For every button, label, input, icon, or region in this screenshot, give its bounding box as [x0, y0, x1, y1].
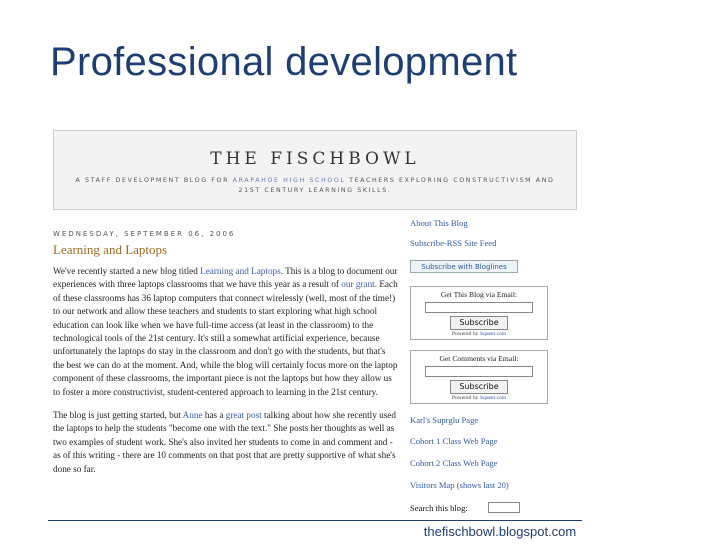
sidebar-link-rss[interactable]: Subscribe-RSS Site Feed: [410, 238, 497, 248]
p2-text-a: The blog is just getting started, but: [53, 410, 183, 421]
sidebar-link-cohort2[interactable]: Cohort 2 Class Web Page: [410, 458, 498, 468]
p1-text-a: We've recently started a new blog titled: [53, 266, 201, 276]
comments-powered-by-text: Powered by: [451, 395, 480, 401]
bottom-rule: [48, 520, 582, 521]
blog-description: [75, 176, 555, 196]
slide-title: Professional development: [50, 40, 518, 84]
sidebar-link-cohort1[interactable]: Cohort 1 Class Web Page: [410, 436, 498, 446]
sidebar-link-about[interactable]: About This Blog: [410, 218, 468, 228]
email-subscribe-box: [410, 286, 548, 340]
post-paragraph-1: [53, 265, 398, 399]
comments-subscribe-box: [410, 350, 548, 404]
comments-powered-by: [411, 395, 547, 401]
comments-subscribe-button[interactable]: Subscribe: [450, 380, 507, 394]
visitors-sub: (shows last 20): [454, 480, 509, 490]
email-input[interactable]: [425, 302, 533, 313]
email-box-label: Get This Blog via Email:: [440, 290, 518, 299]
slide-caption: thefischbowl.blogspot.com: [415, 522, 585, 542]
squeet-link[interactable]: Squeet.com: [479, 331, 507, 337]
p2-text-b: has a: [202, 410, 226, 421]
p1-text-b: . This is a blog to document our experiences with three laptops classrooms that we have this year as a result of: [53, 266, 398, 290]
search-input[interactable]: [488, 502, 520, 513]
blog-name[interactable]: THE FISCHBOWL: [210, 149, 420, 169]
comments-box-label: Get Comments via Email:: [439, 354, 519, 363]
blog-desc-pre: A STAFF DEVELOPMENT BLOG FOR: [75, 177, 233, 184]
post-paragraph-2: [53, 409, 398, 476]
link-anne[interactable]: Anne: [182, 410, 203, 421]
p2-text-c: talking about how she recently used the laptops to help the students "become one with the text." She posts her thoughts as well as two examples of student work. She's also invited her students to come in and comment and - as of this writing - there are 10 comments on that post that are pretty supportive of what she's done so far.: [53, 410, 396, 474]
email-subscribe-button[interactable]: Subscribe: [450, 316, 507, 330]
blog-header: [53, 130, 577, 210]
powered-by-text: Powered by: [451, 331, 480, 337]
sidebar-link-suprglu[interactable]: Karl's Suprglu Page: [410, 415, 479, 425]
p1-text-c: . Each of these classrooms has 36 laptop computers that connect wirelessly (well, most of the time!) to our network and allow these teachers and students to start exploring what high school education can look like when we have full-time access (at least in the classroom) to the technological tools of the 21st century. It's still a somewhat artificial experience, because unfortunately the laptops do stay in the classroom and don't go with the students, but that's the best we can do at the moment. And, while the blog will certainly focus more on the laptop component of these classrooms, the important piece is not the laptops but how they allow us to foster a more constructivist, student-centered approach to learning in the 21st century.: [53, 279, 398, 397]
sidebar-visitors: [410, 480, 509, 490]
post-title[interactable]: Learning and Laptops: [53, 242, 168, 257]
powered-by: [411, 331, 547, 337]
link-learning-and-laptops[interactable]: Learning and Laptops: [200, 266, 281, 276]
bloglines-subscribe-button[interactable]: Subscribe with Bloglines: [410, 260, 518, 273]
sidebar-link-visitors-map[interactable]: Visitors Map: [410, 480, 455, 490]
link-great-post[interactable]: great post: [225, 410, 262, 421]
post-date: WEDNESDAY, SEPTEMBER 06, 2006: [53, 230, 236, 238]
link-our-grant[interactable]: our grant: [341, 279, 375, 290]
blog-desc-post: TEACHERS EXPLORING CONSTRUCTIVISM AND 21ST CENTURY LEARNING SKILLS.: [238, 177, 555, 194]
blog-desc-school: ARAPAHOE HIGH SCHOOL: [232, 177, 346, 184]
comments-squeet-link[interactable]: Squeet.com: [479, 395, 507, 401]
post-body: [53, 265, 398, 486]
blog-screenshot: [50, 130, 580, 523]
comments-email-input[interactable]: [425, 366, 533, 377]
search-label: Search this blog:: [410, 503, 468, 513]
